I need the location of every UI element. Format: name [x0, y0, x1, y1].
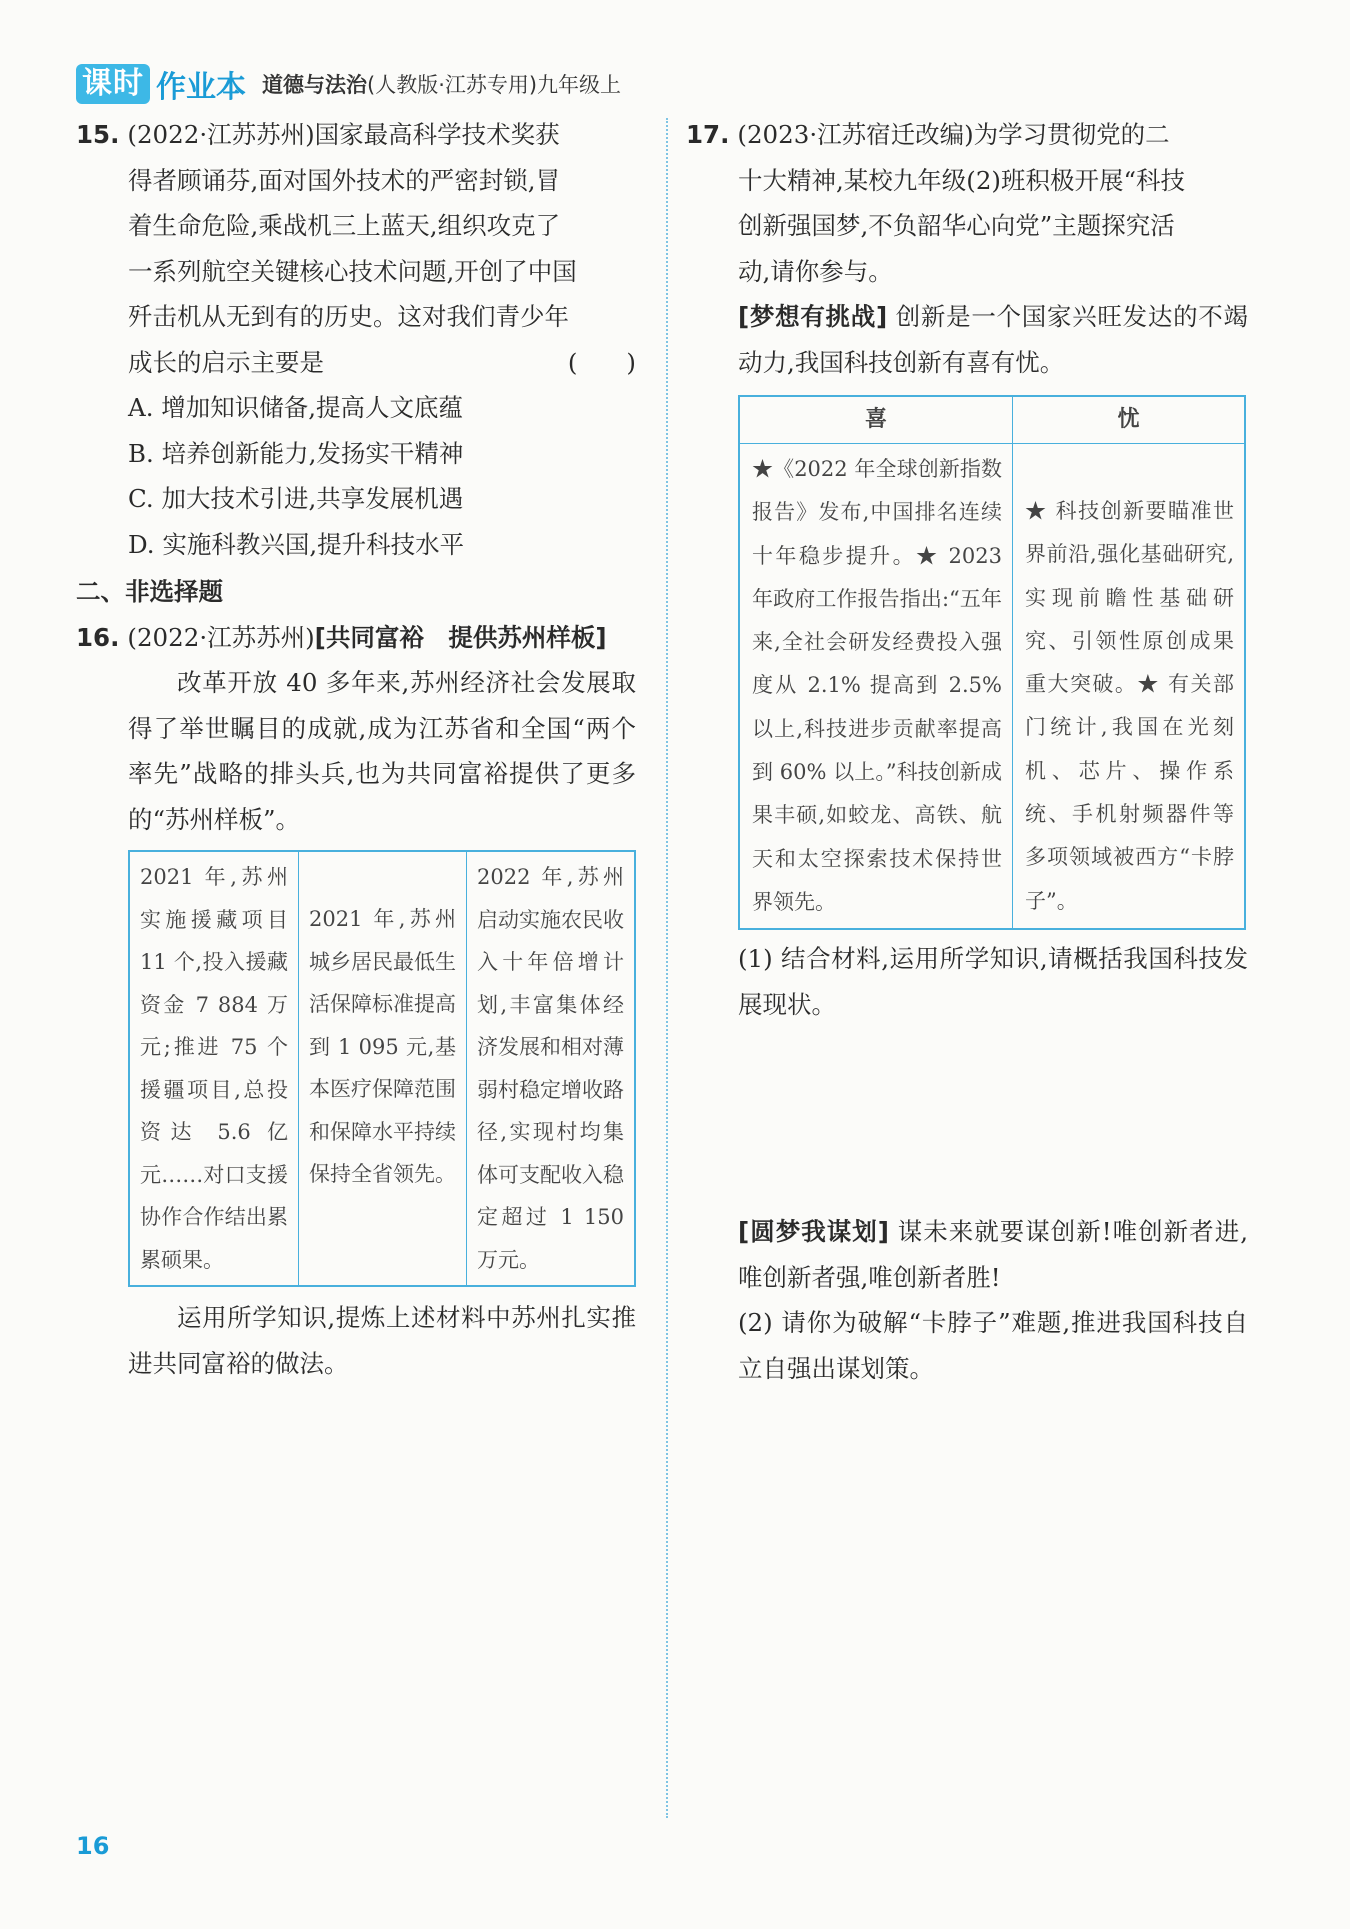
answer-space-1[interactable] [686, 1027, 1248, 1209]
logo-text: 作业本 [156, 70, 246, 105]
q16-cell-2: 2021 年,苏州城乡居民最低生活保障标准提高到 1 095 元,基本医疗保障范围和保障水平持续保持全省领先。 [298, 852, 466, 1285]
header-worry: 忧 [1012, 397, 1244, 443]
q17-tag-plan-text: 谋未来就要谋创新!唯创新者进,唯创新者强,唯创新者胜! [738, 1217, 1248, 1292]
question-16 [76, 615, 636, 1387]
q17-tag-plan: [圆梦我谋划] [738, 1217, 889, 1247]
subject-bold: 道德与法治 [262, 73, 367, 97]
section-heading: 二、非选择题 [76, 577, 223, 606]
option-b[interactable]: B. 培养创新能力,发扬实干精神 [128, 438, 464, 468]
q15-line-6: 成长的启示主要是 [128, 347, 324, 377]
option-a[interactable]: A. 增加知识储备,提高人文底蕴 [128, 393, 464, 422]
header-joy: 喜 [864, 407, 887, 432]
q17-tag-dream: [梦想有挑战] [738, 302, 888, 331]
logo-box: 课时 [76, 64, 150, 104]
option-c[interactable]: C. 加大技术引进,共享发展机遇 [128, 484, 464, 513]
q16-question: 运用所学知识,提炼上述材料中苏州扎实推进共同富裕的做法。 [128, 1303, 636, 1378]
q17-tag-dream-text: 创新是一个国家兴旺发达的不竭动力,我国科技创新有喜有忧。 [738, 302, 1248, 377]
q16-cell-3: 2022 年,苏州启动实施农民收入十年倍增计划,丰富集体经济发展和相对薄弱村稳定增收路径,实现村均集体可支配收入稳定超过 1 150 万元。 [466, 852, 634, 1285]
q17-line-2: 十大精神,某校九年级(2)班积极开展“科技 [738, 165, 1186, 195]
q17-sub-1: (1) 结合材料,运用所学知识,请概括我国科技发展现状。 [738, 944, 1248, 1019]
q15-line-2: 得者顾诵芬,面对国外技术的严密封锁,冒 [128, 165, 561, 195]
q17-number: 17. [686, 120, 730, 149]
subject-title [262, 69, 621, 99]
q16-number: 16. [76, 622, 120, 652]
q16-source: (2022·江苏苏州) [127, 622, 315, 652]
worry-cell: ★ 科技创新要瞄准世界前沿,强化基础研究,实现前瞻性基础研究、引领性原创成果重大突破。★ 有关部门统计,我国在光刻机、芯片、操作系统、手机射频器件等多项领域被西方“卡脖子”。 [1012, 444, 1244, 928]
q15-line-1: (2022·江苏苏州)国家最高科学技术奖获 [127, 120, 560, 149]
joy-cell: ★《2022 年全球创新指数报告》发布,中国排名连续十年稳步提升。★ 2023 年政府工作报告指出:“五年来,全社会研发经费投入强度从 2.1% 提高到 2.5% 以上,科技进步贡献率提高到 60% 以上。”科技创新成果丰硕,如蛟龙、高铁、航天和太空探索技术保持世界领先。 [752, 457, 1002, 914]
question-15 [76, 112, 636, 567]
q15-number: 15. [76, 120, 120, 149]
q16-intro: 改革开放 40 多年来,苏州经济社会发展取得了举世瞩目的成就,成为江苏省和全国“两个率先”战略的排头兵,也为共同富裕提供了更多的“苏州样板”。 [128, 668, 636, 834]
right-column [686, 112, 1248, 1391]
left-column [76, 112, 636, 1386]
q17-line-4: 动,请你参与。 [738, 256, 893, 286]
q17-sub-2: (2) 请你为破解“卡脖子”难题,推进我国科技自立自强出谋划策。 [738, 1308, 1248, 1383]
answer-paren[interactable]: ( ) [567, 347, 636, 377]
q16-tag: [共同富裕 提供苏州样板] [314, 622, 607, 652]
q16-cell-1: 2021 年,苏州实施援藏项目 11 个,投入援藏资金 7 884 万元;推进 75 个援疆项目,总投资达 5.6 亿元……对口支援协作合作结出累累硕果。 [140, 865, 288, 1272]
question-17 [686, 112, 1248, 1391]
q16-material-table [128, 850, 636, 1287]
q17-line-3: 创新强国梦,不负韶华心向党”主题探究活 [738, 211, 1175, 240]
brand-logo [76, 62, 246, 106]
q15-line-3: 着生命危险,乘战机三上蓝天,组织攻克了 [128, 211, 561, 240]
page-number: 16 [76, 1832, 110, 1860]
q15-line-5: 歼击机从无到有的历史。这对我们青少年 [128, 302, 569, 331]
page-header [76, 62, 621, 106]
subject-rest: (人教版·江苏专用)九年级上 [367, 73, 622, 97]
option-d[interactable]: D. 实施科教兴国,提升科技水平 [128, 529, 465, 559]
column-divider [666, 118, 668, 1818]
q15-line-4: 一系列航空关键核心技术问题,开创了中国 [128, 256, 577, 286]
q17-joy-worry-table [738, 395, 1246, 930]
q17-line-1: (2023·江苏宿迁改编)为学习贯彻党的二 [737, 120, 1170, 149]
